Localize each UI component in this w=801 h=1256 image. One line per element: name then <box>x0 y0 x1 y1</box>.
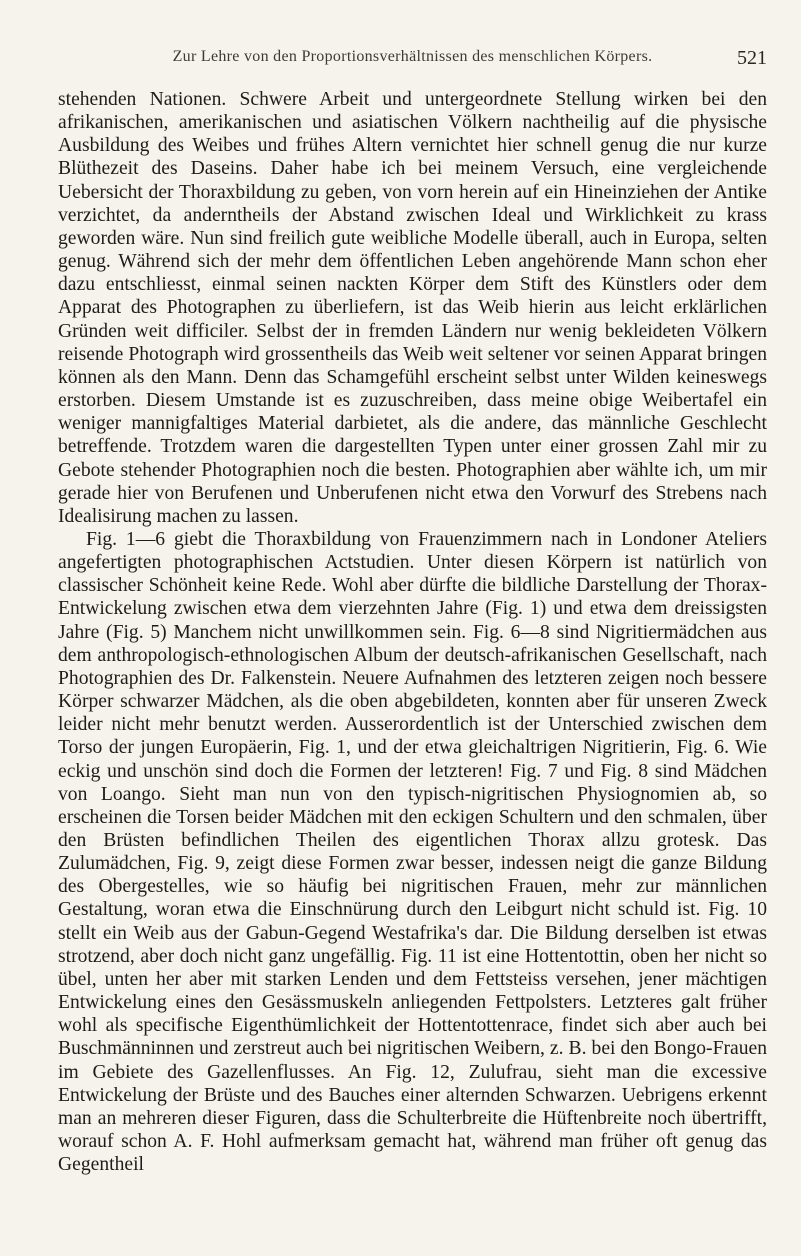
paragraph: Fig. 1—6 giebt die Thoraxbildung von Frauenzimmern nach in Londoner Ateliers angefertigten photographischen Actstudien. Unter diesen Körpern ist natürlich von classischer Schönheit keine Rede. Wohl aber dürfte die bildliche Darstellung der Thorax-Entwickelung zwischen etwa dem vierzehnten Jahre (Fig. 1) und etwa dem dreissigsten Jahre (Fig. 5) Manchem nicht unwillkommen sein. Fig. 6—8 sind Nigritiermädchen aus dem anthropologisch-ethnologischen Album der deutsch-afrikanischen Gesellschaft, nach Photographien des Dr. Falkenstein. Neuere Aufnahmen des letzteren zeigen noch bessere Körper schwarzer Mädchen, als die oben abgebildeten, konnten aber für unseren Zweck leider nicht mehr benutzt werden. Ausserordentlich ist der Unterschied zwischen dem Torso der jungen Europäerin, Fig. 1, und der etwa gleichaltrigen Nigritierin, Fig. 6. Wie eckig und unschön sind doch die Formen der letzteren! Fig. 7 und Fig. 8 sind Mädchen von Loango. Sieht man nun von den typisch-nigritischen Physiognomien ab, so erscheinen die Torsen beider Mädchen mit den eckigen Schultern und den schmalen, über den Brüsten befindlichen Theilen des eigentlichen Thorax allzu grotesk. Das Zulumädchen, Fig. 9, zeigt diese Formen zwar besser, indessen neigt die ganze Bildung des Obergestelles, wie so häufig bei nigritischen Frauen, mehr zur männlichen Gestaltung, woran etwa die Einschnürung durch den Leibgurt nicht schuld ist. Fig. 10 stellt ein Weib aus der Gabun-Gegend Westafrika's dar. Die Bildung derselben ist etwas strotzend, aber doch nicht ganz ungefällig. Fig. 11 ist eine Hottentottin, oben her nicht so übel, unten her aber mit starken Lenden und dem Fettsteiss versehen, jener mächtigen Entwickelung eines den Gesässmuskeln anliegenden Fettpolsters. Letzteres galt früher wohl als specifische Eigenthümlichkeit der Hottentottenrace, findet sich aber auch bei Buschmänninnen und zerstreut auch bei nigritischen Weibern, z. B. bei den Bongo-Frauen im Gebiete des Gazellenflusses. An Fig. 12, Zulufrau, sieht man die excessive Entwickelung der Brüste und des Bauches einer alternden Schwarzen. Uebrigens erkennt man an mehreren dieser Figuren, dass die Schulterbreite die Hüftenbreite noch übertrifft, worauf schon A. F. Hohl aufmerksam gemacht hat, während man früher oft genug das Gegentheil <box>58 528 767 1176</box>
page-header <box>58 48 767 74</box>
paragraph: stehenden Nationen. Schwere Arbeit und untergeordnete Stellung wirken bei den afrikanischen, amerikanischen und asiatischen Völkern nachtheilig auf die physische Ausbildung des Weibes und frühes Altern vernichtet hier schnell genug die nur kurze Blüthezeit des Daseins. Daher habe ich bei meinem Versuch, eine vergleichende Uebersicht der Thoraxbildung zu geben, von vorn herein auf ein Hineinziehen der Antike verzichtet, da anderntheils der Abstand zwischen Ideal und Wirklichkeit zu krass geworden wäre. Nun sind freilich gute weibliche Modelle überall, auch in Europa, selten genug. Während sich der mehr dem öffentlichen Leben angehörende Mann schon eher dazu entschliesst, einmal seinen nackten Körper dem Stift des Künstlers oder dem Apparat des Photographen zu überliefern, ist das Weib hierin aus leicht erklärlichen Gründen weit difficiler. Selbst der in fremden Ländern nur wenig bekleideten Völkern reisende Photograph wird grossentheils das Weib weit seltener vor seinen Apparat bringen können als den Mann. Denn das Schamgefühl erscheint selbst unter Wilden keineswegs erstorben. Diesem Umstande ist es zuzuschreiben, dass meine obige Weibertafel ein weniger mannigfaltiges Material darbietet, als die andere, das männliche Geschlecht betreffende. Trotzdem waren die dargestellten Typen unter einer grossen Zahl mir zu Gebote stehender Photographien noch die besten. Photographien aber wählte ich, um mir gerade hier von Berufenen und Unberufenen nicht etwa den Vorwurf des Strebens nach Idealisirung machen zu lassen. <box>58 89 767 527</box>
running-title: Zur Lehre von den Proportionsverhältnissen des menschlichen Körpers. <box>172 48 653 65</box>
body-text <box>58 88 767 1176</box>
page-number: 521 <box>737 47 767 69</box>
